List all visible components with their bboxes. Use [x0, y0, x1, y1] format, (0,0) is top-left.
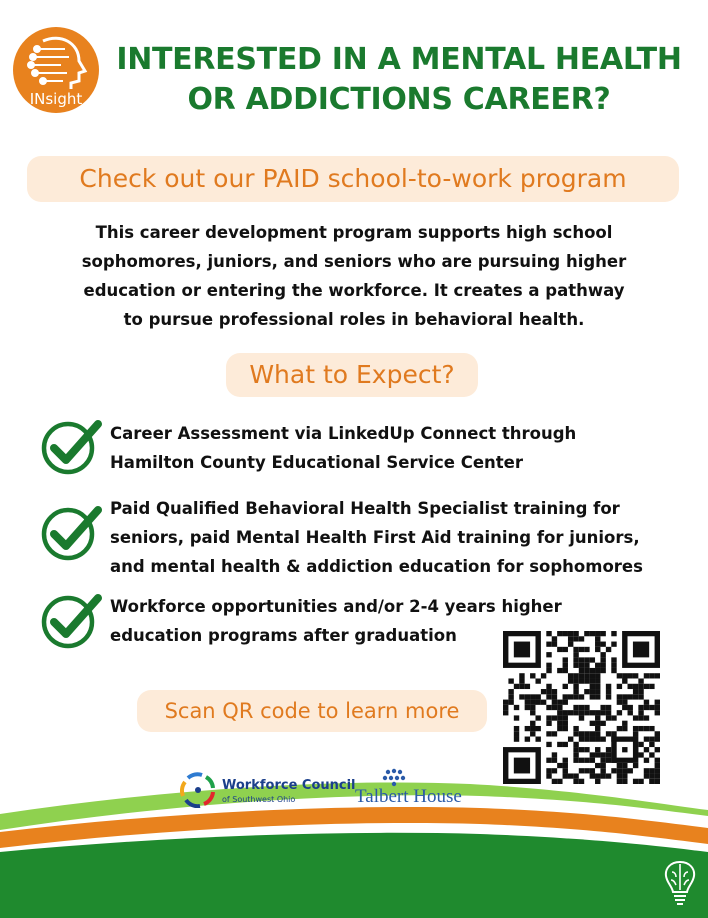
list-item — [110, 419, 576, 477]
workforce-council-logo-icon — [180, 772, 216, 808]
intro-paragraph — [60, 218, 648, 334]
item-1-line-1: Career Assessment via LinkedUp Connect through — [110, 424, 577, 443]
qr-code[interactable] — [503, 631, 660, 784]
item-2-line-1: Paid Qualified Behavioral Health Specialist training for — [110, 499, 620, 518]
item-3-line-1: Workforce opportunities and/or 2-4 years higher — [110, 597, 562, 616]
intro-line-2: sophomores, juniors, and seniors who are pursuing higher — [81, 252, 627, 271]
expect-banner: What to Expect? — [226, 353, 478, 397]
workforce-council-sub: of Southwest Ohio — [222, 795, 296, 804]
headline-line-1: INTERESTED IN A MENTAL HEALTH — [116, 42, 682, 77]
item-3-line-2: education programs after graduation — [110, 626, 457, 645]
intro-line-1: This career development program supports high school — [95, 223, 613, 242]
talbert-house-name: Talbert House — [355, 786, 462, 807]
qr-code-icon — [503, 631, 660, 784]
headline — [110, 40, 688, 120]
intro-line-3: education or entering the workforce. It creates a pathway — [83, 281, 625, 300]
headline-line-2: OR ADDICTIONS CAREER? — [187, 82, 611, 117]
workforce-council-name: Workforce Council — [222, 778, 356, 793]
list-item — [110, 494, 643, 581]
item-2-line-2: seniors, paid Mental Health First Aid training for juniors, — [110, 528, 640, 547]
insight-logo — [13, 27, 99, 113]
item-1-line-2: Hamilton County Educational Service Center — [110, 453, 523, 472]
item-2-line-3: and mental health & addiction education for sophomores — [110, 557, 643, 576]
green-checkmark-icon — [40, 502, 102, 564]
list-item — [110, 592, 562, 650]
scan-banner: Scan QR code to learn more — [137, 690, 487, 732]
green-checkmark-icon — [40, 590, 102, 652]
program-banner: Check out our PAID school-to-work program — [27, 156, 679, 202]
green-checkmark-icon — [40, 416, 102, 478]
talbert-house-dots-icon — [380, 768, 408, 788]
intro-line-4: to pursue professional roles in behavioral health. — [123, 310, 585, 329]
logo-text: INsight — [29, 90, 83, 108]
brain-bulb-icon — [662, 858, 698, 908]
